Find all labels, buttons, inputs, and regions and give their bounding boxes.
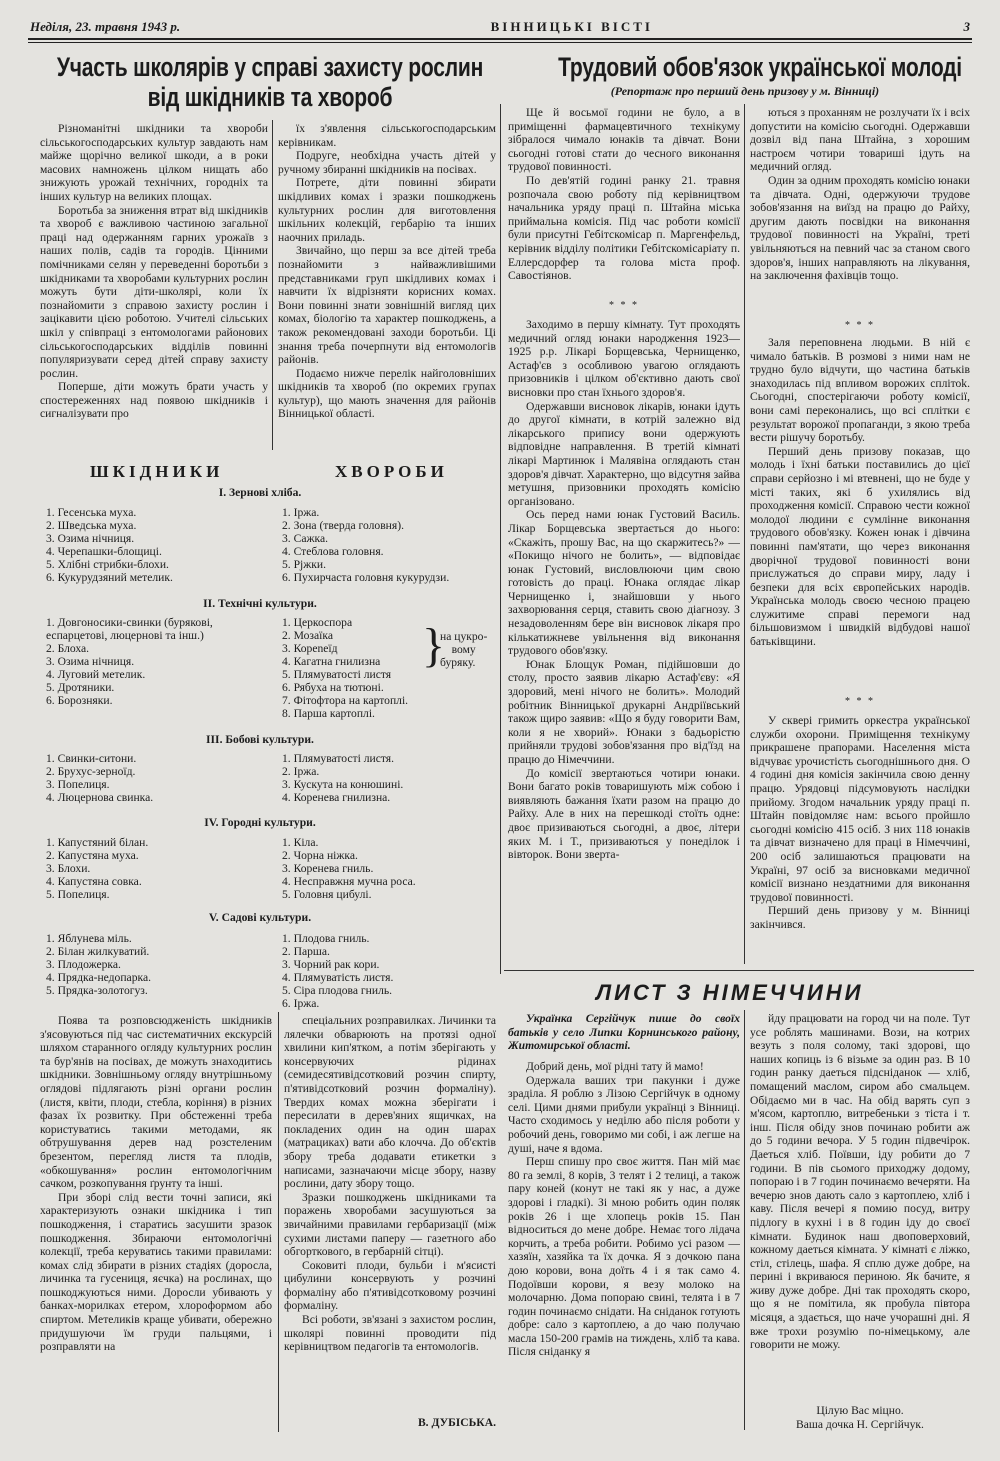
pests-heading: ШКІДНИКИ — [90, 462, 224, 481]
list-item: 6. Рябуха на тютюні. — [282, 681, 384, 694]
article1-lower-column-1 — [40, 1014, 272, 1432]
list-item: 2. Іржа. — [282, 765, 320, 778]
list-item: 1. Гесенська муха. — [46, 506, 137, 519]
article2-column-2b — [750, 336, 970, 694]
paragraph: спеціальних розправилках. Личинки та лялечки обварюють на протязі одної хвилини кип'ятком, а потім зберігають у консервуючих рідинах (семидесятивідсотковий розчин спирту, п'ятивідсотковий розчин формаліну). Твердих комах можна зберігати і пересилати в дерев'яних ящичках, на покладених один на один шарах (матрациках) вати або клочча. До об'єктів збору треба додавати етикетки з написами, зазначаючи місце збору, назву рослини, дату збору тощо. — [284, 1014, 496, 1191]
group-title: IV. Городні культури. — [204, 816, 316, 829]
list-item: 2. Блоха. — [46, 642, 90, 655]
list-item: 4. Кагатна гнилизна — [282, 655, 381, 668]
list-item: 2. Білан жилкуватий. — [46, 945, 150, 958]
list-item: 3. Чорний рак кори. — [282, 958, 380, 971]
masthead-rule-thin — [28, 42, 972, 43]
group-title: ІІ. Технічні культури. — [203, 597, 317, 610]
list-item: 1. Капустяний білан. — [46, 836, 149, 849]
list-item: 5. Дротяники. — [46, 681, 115, 694]
list-item: 7. Фітофтора на картоплі. — [282, 694, 409, 707]
article1-column-1 — [40, 122, 268, 456]
list-item: 3. Плодожерка. — [46, 958, 121, 971]
letter-signature: Ваша дочка Н. Сергійчук. — [796, 1418, 924, 1431]
section-divider — [500, 104, 501, 974]
list-item: 5. Попелиця. — [46, 888, 110, 901]
diseases-list — [282, 932, 393, 1010]
article1-column-divider — [272, 120, 273, 450]
list-item: 2. Шведська муха. — [46, 519, 137, 532]
paragraph: Боротьба за зниження втрат від шкідників та хвороб є важливою частиною загальної праці над одержанням гарних урожаїв з наших полів, садів та городів. Цінними помічниками селян у переведенні боротьби з шкідниками та хворобами культурних рослин можуть бути діти-школярі, коли їх познайомити з справою захисту рослин і зацікавити цією роботою. Учителі сільських шкіл у співпраці з ентомологами районових сільськогосподарських відділів повинні популяризувати серед дітей справу захисту рослин. — [40, 203, 268, 380]
list-item: 5. Головня цибулі. — [282, 888, 372, 901]
diseases-list — [282, 506, 449, 584]
list-item: 5. Рjжки. — [282, 558, 327, 571]
list-item: 4. Капустяна совка. — [46, 875, 142, 888]
list-item: 3. Блохи. — [46, 862, 91, 875]
article2-column-1a — [508, 106, 740, 306]
letter-intro — [508, 1012, 740, 1062]
list-item: 1. Церкоспора — [282, 616, 353, 629]
pests-list — [46, 752, 153, 804]
diseases-list — [282, 616, 408, 720]
list-item: 4. Стеблова головня. — [282, 545, 384, 558]
paragraph: По дев'ятій годині ранку 21. травня розпочала свою роботу під керівництвом начальника уряду праці п. Штайна міська приймальна комісія. Під час роботи комісії були присутні Гебітскомісар п. Маргенфельд, керівник відділу політики Гебітскомісаріату п. Еллерсдорфер та голова міста проф. Савостіянов. — [508, 173, 740, 283]
article1-lower-divider — [278, 1012, 279, 1432]
paragraph: Поперше, діти можуть брати участь у спостереженнях над появою шкідників і сигналізувати про — [40, 380, 268, 421]
paragraph: Перший день призову у м. Вінниці закінчився. — [750, 904, 970, 931]
list-item: 2. Чорна ніжка. — [282, 849, 358, 862]
pests-list — [46, 836, 148, 901]
paragraph: Ось перед нами юнак Густовий Василь. Лікар Борщевська звертається до нього: «Скажіть, прошу Вас, на що скаржитесь?» — «Покищо нічого не болить», — відповідає юнак Густовий, висловлюючи цим свою готовість до праці. Юнака оглядає лікар Чернищенко і, знайшовши у нього захворювання серця, ставить свою діагнозу. З незадоволенням бере він висновок лікаря про кількатижневе увільнення від виконання трудового обов'язку. — [508, 508, 740, 658]
page-number: 3 — [963, 19, 970, 34]
article2-column-2a — [750, 106, 970, 320]
article1-column-2 — [278, 122, 496, 456]
list-item: 4. Прядка-недопарка. — [46, 971, 152, 984]
paragraph: Подаємо нижче перелік найголовніших шкідників та хвороб (по окремих групах культур), що мають значення для районів Вінницької області. — [278, 366, 496, 421]
paragraph: Один за одним проходять комісію юнаки та дівчата. Одні, одержуючи трудове зобов'язання на виїзд на працю до Райху, другим дають посвідки на виконання трудової повинності на Україні, треті увільняються на певний час за станом свого здоров'я, інших направляють на лікування, на заключення фахівців тощо. — [750, 173, 970, 283]
list-item: 2. Брухус-зерноїд. — [46, 765, 136, 778]
list-item: 2. Капустяна муха. — [46, 849, 139, 862]
paragraph: Перший день призову показав, що молодь і їхні батьки поставились до цієї справи серйозно і мі втевнені, що не буде у містi таких, які б ухилялись від проходження комісії. Справою чести кожної молодої людини є сумлінне виконання трудового обов'язку. Кожен юнак і дівчина повинні пам'ятати, що через виконання дворічної трудової повинності вони прислужаться до справи миру, ладу і безпеки для всіх європейських народів. Українська молодь своєю чесною працею служитиме справі перемоги над більшовизмом і швидкій відбудові нашої батьківщини. — [750, 444, 970, 649]
brace-note-line: вому — [451, 643, 476, 656]
paragraph: Перш спишу про своє життя. Пан мій має 80 га землі, 8 корів, 3 телят і 2 телиці, а також пару коней (конут не такі як у нас, а дуже здорові і гладкі). Зі мною робить один поляк років 26 і ще хлопець років 15. Пан відноситься до мене добре. Немає того лідача корчить, а треба робити. Робимо усі разом — хазяїн, хазяйка та їх дочка. Я з дочкою пана дою корови, вона доїть 4 і я так само 4. Подоївши корови, я везу молоко на молочарню. Дома попораю свині, телята і в 7 годин починаємо снідати. На сніданок готують добре: сало з картоплею, а до чаю получаю масла 150-200 грамів на тиждень, хліб та кава. Після сніданку я — [508, 1155, 740, 1359]
letter-column-divider — [744, 1010, 745, 1430]
paragraph: Зразки пошкоджень шкідниками та поражень хворобами засушуються за звичайними правилами гербаризації (між сухими листами паперу — газетного або обгорткового, в гербарній сітці). — [284, 1190, 496, 1259]
list-item: 3. Коренева гниль. — [282, 862, 374, 875]
group-title: І. Зернові хліба. — [218, 486, 302, 499]
list-item: 5. Сіра плодова гниль. — [282, 984, 393, 997]
issue-date: Неділя, 23. травня 1943 р. — [30, 19, 181, 34]
list-item: 6. Пухирчаста головня кукурудзи. — [282, 571, 450, 584]
list-item: 3. Кореneїд — [282, 642, 338, 655]
section-separator: * * * — [845, 696, 875, 707]
letter-column-1 — [508, 1060, 740, 1432]
letter-title: ЛИСТ З НІМЕЧЧИНИ — [596, 980, 864, 1005]
article1-lower-column-2 — [284, 1014, 496, 1414]
list-item: 2. Мозаїка — [282, 629, 333, 642]
masthead — [30, 16, 970, 38]
section-separator: * * * — [609, 300, 639, 311]
diseases-heading: ХВОРОБИ — [335, 462, 448, 481]
list-item: 6. Борозняки. — [46, 694, 113, 707]
article2-subtitle: (Репортаж про перший день призову у м. Вінниці) — [610, 84, 880, 98]
list-item: 1. Плямуватості листя. — [282, 752, 394, 765]
paragraph: Подруге, необхідна участь дітей у ручному збиранні шкідників на посівах. — [278, 149, 496, 176]
paper-name: ВІННИЦЬКІ ВІСТІ — [490, 19, 653, 34]
paragraph: Юнак Блощук Роман, підійшовши до столу, просто заявив лікарю Астаф'єву: «Я здоровий, мені нічого не болить». Молодий робітник Вінницької друкарні Андріївський також щиро заявив: «Що я буду говорити Вам, коли я не хворий». Юнаки з бадьорістю прийняли трудові зобов'язання про від'їзд на працю до Німеччини. — [508, 657, 740, 766]
paragraph: До комісії звертаються чотири юнаки. Вони багато років товаришують між собою і виявляють бажання їхати разом на працю до Райху. Але в них на перешкоді стоїть одне: двоє призиваються сьогодні, а двоє, літери яких М. і Т., призиваються у понеділок і вівторок. Вони зверта- — [508, 766, 740, 862]
paragraph: Заля переповнена людьми. В ній є чимало батьків. В розмові з ними нам не трудно було відчути, що частина батьків знаходилась під впливом ворожих сплітоk. Сьогодні, спостерігаючи роботу комісії, вони самі переконались, що всі сплітки є результат ворожої пропаганди, з якою треба вести рішучу боротьбу. — [750, 336, 970, 445]
section-separator: * * * — [845, 320, 875, 331]
paragraph: Ще й восьмої години не було, а в приміщенні фармацевтичного технікуму зібралося чимало юнаків та дівчат. Вони сьогодні готові стати до чесного виконання трудової повинності. — [508, 106, 740, 174]
article1-title-line1: Участь школярів у справі захисту рослин — [56, 52, 484, 82]
paragraph: Різноманітні шкідники та хвороби сільськогосподарських культур завдають нам майже щорічно великої шкоди, а в роки масових намножень цілком нищать або знижують урожай технічних, городніх та інших культур на великих площах. — [40, 122, 268, 203]
list-item: 4. Коренева гнилизна. — [282, 791, 391, 804]
list-item: 4. Луговий метелик. — [46, 668, 146, 681]
list-item: 6. Іржа. — [282, 997, 320, 1010]
article2-title: Трудовий обов'язок української молоді — [558, 52, 962, 82]
list-item: 3. Кускута на конюшині. — [282, 778, 404, 791]
article1-title-line2: від шкідників та хвороб — [147, 82, 393, 112]
paragraph: Українка Сергійчук пише до своїх батьків у село Липки Корнинського району, Житомирської області. — [508, 1012, 740, 1053]
letter-column-2 — [750, 1012, 970, 1394]
pests-list — [46, 616, 213, 707]
brace-note-line: буряку. — [440, 656, 476, 669]
list-item: 4. Люцернова свинка. — [46, 791, 154, 804]
letter-closing: Цілую Вас міцно. — [816, 1404, 904, 1417]
paragraph: Поява та розповсюдженість шкідників з'ясовуються під час систематичних екскурсій шляхом старанного огляду культурних рослин та бур'янів на посівах, де можуть знаходитись шкідники. Зовнішньому огляду внутрішньому оглядові підлягають різні органи рослин (листя, квіти, плоди, стебла, коріння) в різних фазах їх розвитку. При обстеженні треба користуватись такими методами, як обтрушування дерев над розстеленим брезентом, перегляд листя та плодів, «обкошування» рослин ентомологічним сачком, розкопування ґрунту та інші. — [40, 1014, 272, 1191]
brace-note-line: на цукро- — [440, 630, 488, 643]
paragraph: У сквері гримить оркестра української служби охорони. Приміщення технікуму прикрашене прапорами. Населення міста відчуває урочистість сьогоднішнього дня. О 4 годині дня комісія закінчила свою денну працю. Урядовці підсумовують наслідки прийому. Згодом начальник уряду праці п. Штайн повідомляє нам: всього пройшло сьогодні комісію 415 осіб. З них 118 юнаків та дівчат визначено для праці в Німеччині, 200 осіб залишаються працювати на Україні, 97 осіб за висновками медичної комісії визнано нездатними для виконання трудової повинності. — [750, 714, 970, 904]
letter-divider — [504, 970, 974, 971]
list-item: 1. Свинки-ситони. — [46, 752, 137, 765]
article2-column-1b — [508, 318, 740, 966]
list-item: 1. Кіла. — [282, 836, 319, 849]
list-item: 5. Хлібні стрибки-блохи. — [46, 558, 169, 571]
list-item: 2. Зона (тверда головня). — [282, 519, 404, 532]
list-item: 4. Несправжня мучна роса. — [282, 875, 416, 888]
list-item: 5. Плямуватості листя — [282, 668, 392, 681]
paragraph: Всі роботи, зв'язані з захистом рослин, школярі повинні проводити під керівництвом педагогів та ентомологів. — [284, 1313, 496, 1354]
diseases-list — [282, 836, 416, 901]
list-item: 4. Черепашки-блощиці. — [46, 545, 162, 558]
article2-column-2c — [750, 714, 970, 964]
list-item: 5. Прядка-золотогуз. — [46, 984, 148, 997]
list-item: 6. Кукурудзяний метелик. — [46, 571, 173, 584]
list-item: 1. Довгоносики-свинки (бурякові, — [46, 616, 213, 629]
article1-author: В. ДУБІСЬКА. — [417, 1416, 496, 1429]
list-item: 1. Плодова гниль. — [282, 932, 370, 945]
list-item: 8. Парша картоплі. — [282, 707, 375, 720]
paragraph: Соковиті плоди, бульби і м'ясисті цибулини консервують у розчині формаліну або п'ятивідсотковому розчині формаліну. — [284, 1258, 496, 1313]
brace-icon: } — [422, 619, 446, 672]
diseases-list — [282, 752, 403, 804]
paragraph: ються з проханням не розлучати їх і всіх допустити на комісію сьогодні. Одержавши дозвіл від пана Штайна, з хорошим настроєм чотири товариші ідуть на медичний огляд. — [750, 106, 970, 174]
paragraph: Одержавши висновок лікарів, юнаки ідуть до другої кімнати, в котрій залежно від лікарського припису вони одержують відповідне направлення. В третій кімнаті лікарі Мартинюк і Малявіна оглядають стан здоров'я дівчат. Характерно, що відсутня зайва метушня, призовники проходять комісію організовано. — [508, 399, 740, 508]
list-item: 1. Іржа. — [282, 506, 320, 519]
paragraph: Потрете, діти повинні збирати шкідливих комах і зразки пошкоджень культурних рослин для виготовлення шкільних колекцій, гербарію та інших наочних приладь. — [278, 176, 496, 244]
list-item: еспарцетові, люцернові та інш.) — [46, 629, 204, 642]
paragraph: Заходимо в першу кімнату. Тут проходять медичний огляд юнаки народження 1923—1925 р.р. Лікарі Борщевська, Чернищенко, Астаф'єв з особливою увагою оглядають призовників і цілком об'єктивно дають свої висновки про стан їхнього здоров'я. — [508, 318, 740, 399]
list-item: 2. Парша. — [282, 945, 330, 958]
list-item: 3. Озима нічниця. — [46, 532, 135, 545]
pests-list — [46, 932, 151, 997]
paragraph: Одержала ваших три пакунки і дуже зраділа. Я роблю з Лізою Сергійчук в одному селі. Цими днями прибули українці з Вінниці. Часто сходимось у неділю або після роботи у робочий день, говоримо ми собі, і аж легше на душі, наче я вдома. — [508, 1073, 740, 1155]
paragraph: Звичайно, що перш за все дітей треба познайомити з найважливішими представниками груп шкідливих комах і навчити їх відрізняти корисних комах. Вони повинні знати зовнішній вигляд цих комах, біологію та характер пошкоджень, а також рекомендовані заходи боротьби. Ці знання треба почерпнути від ентомологів районів. — [278, 244, 496, 367]
group-title: ІІІ. Бобові культури. — [206, 733, 314, 746]
paragraph: їх з'явлення сільськогосподарським керівникам. — [278, 122, 496, 149]
paragraph: йду працювати на город чи на поле. Тут усе роблять машинами. Вози, на котрих везуть з поля солому, такі здорові, що наших копиць із 6 візьме за один раз. В 10 годин ранку даеться підсніданок — хліб, помащений маслом, сиром або смальцем. Обідаємо ми в час. На обід варять суп з м'ясом, картоплю, витребеньки з тіста і т. інш. Після обіду знов починаю робити аж до 5 години вечора. У 5 годин підвечірок. Даеться хліб. Поївши, іду робити до 7 години. В пів сьомого приходжу додому, попораю і в 7 годин починаємо вечеряти. На вечерю знов дають сало з картоплею, хліб і каву. Після вечері я помию посуд, витру підлогу в кухні і в 8 годин іду до своєї кімнати. Будинок наш двоповерховий, кожному даеться кімната. У кімнаті є ліжко, стіл, стілець, шафа. Я сплю дуже добре, на перині і вкриваюся периною. Як бачите, я живу дуже добре. Дні так проходять скоро, що я не помітила, як пробула півтора місяця, а здається, що наче учорашні дні. Я вже трохи розумію по-німецькому, але говорити не можу. — [750, 1012, 970, 1352]
pests-list — [46, 506, 173, 584]
masthead-rule — [28, 38, 972, 40]
list-item: 3. Сажка. — [282, 532, 328, 545]
paragraph: Добрий день, мої рідні тату й мамо! — [526, 1060, 704, 1073]
list-item: 3. Озима нічниця. — [46, 655, 135, 668]
list-item: 4. Плямуватість листя. — [282, 971, 394, 984]
paragraph: При зборі слід вести точні записи, які характеризують ознаки шкідника і тип пошкодження, і старатись засушити зразок пошкодження. Збираючи ентомологічні колекції, треба керуватись такими правилами: комах слід збирати в різних стадіях (доросла, личинка та гусениця, яєчка) на рослинах, що пошкоджуються ними. Доросли убивають у банках-морилках етером, хлороформом або спиртом. Метеликів краще убивати, обережно придушуючи їм груди пальцями, і розправляти на — [40, 1190, 272, 1354]
group-title: V. Садові культури. — [208, 911, 312, 924]
article2-column-divider — [744, 104, 745, 964]
list-item: 1. Яблунева міль. — [46, 932, 132, 945]
list-item: 3. Попелиця. — [46, 778, 110, 791]
brace-note — [440, 630, 487, 669]
